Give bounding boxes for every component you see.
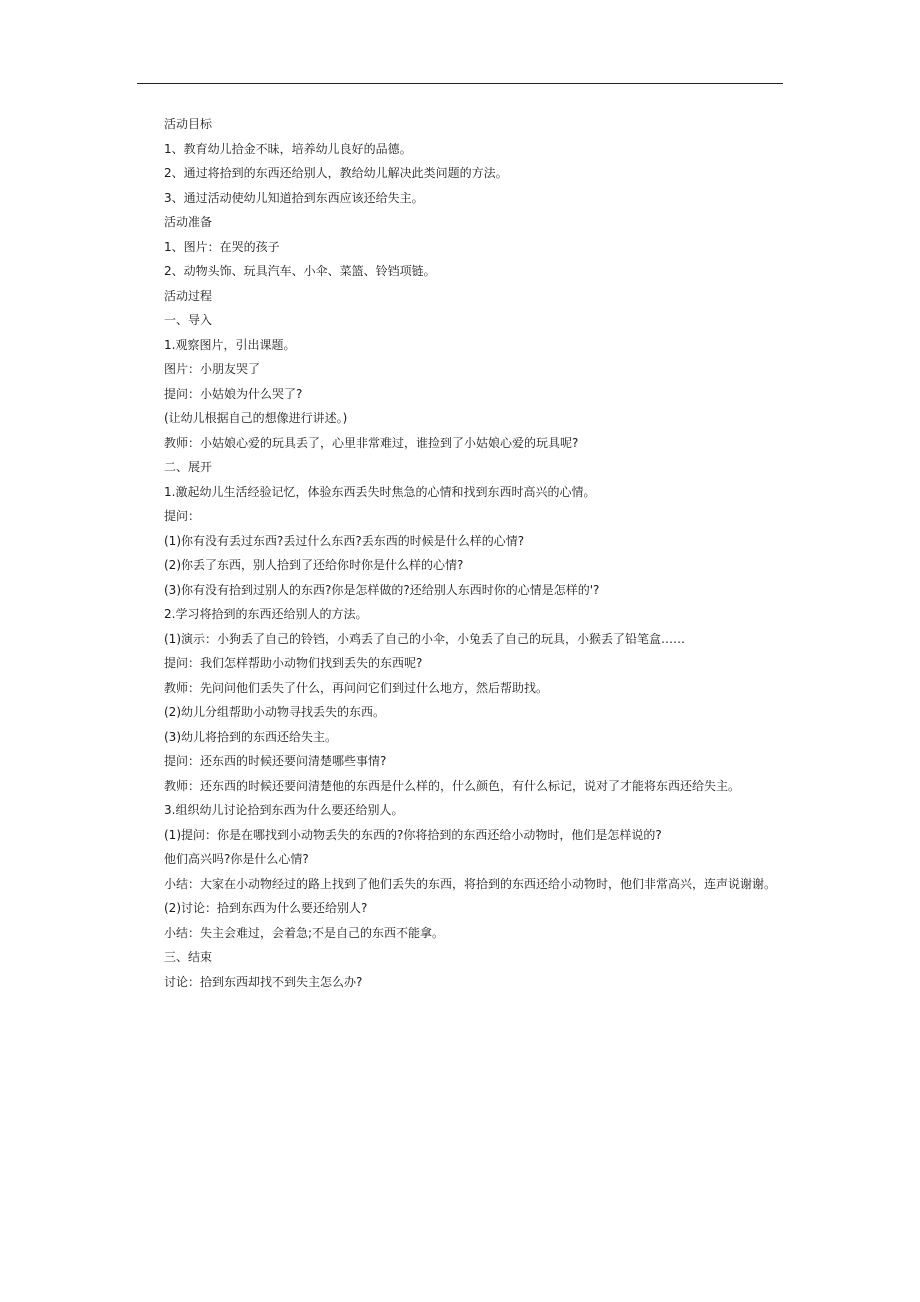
section-heading-process: 活动过程 <box>164 288 213 303</box>
paragraph: (3)你有没有拾到过别人的东西?你是怎样做的?还给别人东西时你的心情是怎样的'? <box>164 582 600 597</box>
subsection-heading: 一、导入 <box>164 313 213 327</box>
paragraph: 3、通过活动使幼儿知道拾到东西应该还给失主。 <box>164 190 424 205</box>
paragraph: 教师：先问问他们丢失了什么，再问问它们到过什么地方，然后帮助找。 <box>164 680 549 695</box>
paragraph: 1.激起幼儿生活经验记忆，体验东西丢失时焦急的心情和找到东西时高兴的心情。 <box>164 484 596 499</box>
document-body <box>164 112 804 994</box>
paragraph: 3.组织幼儿讨论拾到东西为什么要还给别人。 <box>164 803 404 817</box>
paragraph: (让幼儿根据自己的想像进行讲述。) <box>164 411 348 425</box>
paragraph: 2.学习将拾到的东西还给别人的方法。 <box>164 607 368 621</box>
header-divider <box>137 83 783 84</box>
paragraph: 教师：小姑娘心爱的玩具丢了，心里非常难过，谁捡到了小姑娘心爱的玩具呢? <box>164 435 579 450</box>
subsection-heading: 三、结束 <box>164 950 213 964</box>
paragraph: (2)你丢了东西，别人拾到了还给你时你是什么样的心情? <box>164 558 464 572</box>
paragraph: 教师：还东西的时候还要问清楚他的东西是什么样的，什么颜色，有什么标记，说对了才能将东西还给失主。 <box>164 778 741 793</box>
paragraph: 1.观察图片，引出课题。 <box>164 337 296 352</box>
paragraph: 图片：小朋友哭了 <box>164 362 261 376</box>
paragraph: (2)讨论：拾到东西为什么要还给别人? <box>164 901 368 915</box>
paragraph: (2)幼儿分组帮助小动物寻找丢失的东西。 <box>164 705 385 719</box>
paragraph: (3)幼儿将拾到的东西还给失主。 <box>164 729 337 744</box>
paragraph: 提问：我们怎样帮助小动物们找到丢失的东西呢? <box>164 656 423 670</box>
paragraph: (1)你有没有丢过东西?丢过什么东西?丢东西的时候是什么样的心情? <box>164 533 525 548</box>
paragraph: 小结：大家在小动物经过的路上找到了他们丢失的东西，将拾到的东西还给小动物时，他们非常高兴，连声说谢谢。 <box>164 876 777 891</box>
section-heading-preparation: 活动准备 <box>164 215 213 229</box>
paragraph: (1)演示：小狗丢了自己的铃铛，小鸡丢了自己的小伞，小兔丢了自己的玩具，小猴丢了铅笔盒…… <box>164 631 686 646</box>
paragraph: 小结：失主会难过，会着急;不是自己的东西不能拿。 <box>164 925 445 940</box>
paragraph: 1、图片：在哭的孩子 <box>164 239 280 254</box>
paragraph: 提问：还东西的时候还要问清楚哪些事情? <box>164 754 387 768</box>
section-heading-goals: 活动目标 <box>164 117 213 131</box>
paragraph: 1、教育幼儿拾金不昧，培养幼儿良好的品德。 <box>164 141 412 156</box>
paragraph: 提问： <box>164 509 201 523</box>
paragraph: 讨论：拾到东西却找不到失主怎么办? <box>164 974 363 989</box>
paragraph: 2、通过将拾到的东西还给别人，教给幼儿解决此类问题的方法。 <box>164 166 508 180</box>
subsection-heading: 二、展开 <box>164 460 213 474</box>
paragraph: (1)提问：你是在哪找到小动物丢失的东西的?你将拾到的东西还给小动物时，他们是怎样说的? <box>164 827 662 842</box>
paragraph: 2、动物头饰、玩具汽车、小伞、菜篮、铃铛项链。 <box>164 264 436 278</box>
paragraph: 提问：小姑娘为什么哭了? <box>164 386 303 401</box>
paragraph: 他们高兴吗?你是什么心情? <box>164 852 309 866</box>
